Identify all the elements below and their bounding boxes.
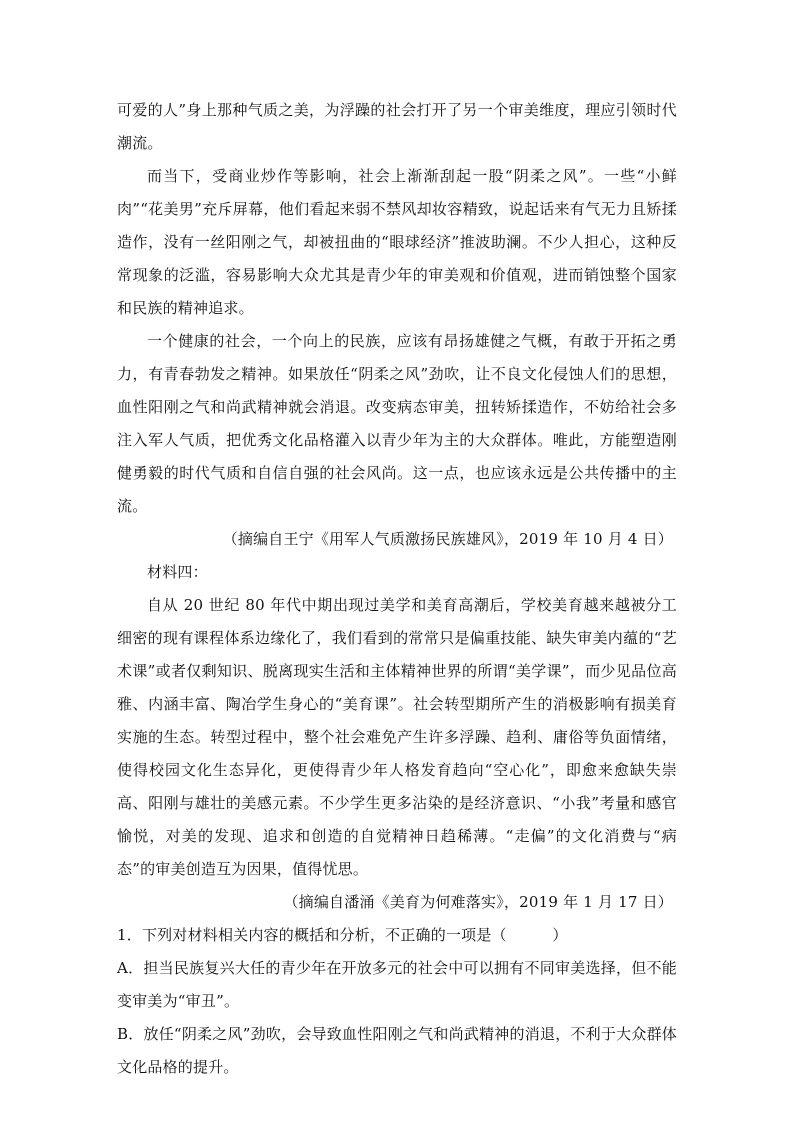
paragraph-healthy-society: 一个健康的社会，一个向上的民族，应该有昂扬雄健之气概，有敢于开拓之勇力，有青春勃发之精神。如果放任“阴柔之风”劲吹，让不良文化侵蚀人们的思想，血性阳刚之气和尚武精神就会消退。改变病态审美，扭转矫揉造作，不妨给社会多注入军人气质，把优秀文化品格灌入以青少年为主的大众群体。唯此，方能塑造刚健勇毅的时代气质和自信自强的社会风尚。这一点，也应该永远是公共传播中的主流。 — [117, 332, 677, 515]
source-citation-wang-ning: （摘编自王宁《用军人气质激扬民族雄风》，2019 年 10 月 4 日） — [222, 530, 673, 548]
document-body — [117, 94, 677, 1084]
question-stem: 1．下列对材料相关内容的概括和分析，不正确的一项是（ ） — [117, 926, 568, 944]
paragraph-continued: 可爱的人”身上那种气质之美，为浮躁的社会打开了另一个审美维度，理应引领时代潮流。 — [117, 101, 677, 152]
question-option-a: A．担当民族复兴大任的青少年在开放多元的社会中可以拥有不同审美选择，但不能变审美为“审丑”。 — [117, 959, 677, 1010]
material-four-label: 材料四： — [147, 563, 208, 581]
source-citation-pan-yong: （摘编自潘涌《美育为何难落实》，2019 年 1 月 17 日） — [283, 893, 673, 911]
paragraph-yinrou-wind: 而当下，受商业炒作等影响，社会上渐渐刮起一股“阴柔之风”。一些“小鲜肉”“花美男”充斥屏幕，他们看起来弱不禁风却妆容精致，说起话来有气无力且矫揉造作，没有一丝阳刚之气，却被扭曲的“眼球经济”推波助澜。不少人担心，这种反常现象的泛滥，容易影响大众尤其是青少年的审美观和价值观，进而销蚀整个国家和民族的精神追求。 — [117, 167, 677, 317]
question-option-b: B．放任“阴柔之风”劲吹，会导致血性阳刚之气和尚武精神的消退，不利于大众群体文化品格的提升。 — [117, 1025, 677, 1076]
paragraph-aesthetic-education: 自从 20 世纪 80 年代中期出现过美学和美育高潮后，学校美育越来越被分工细密的现有课程体系边缘化了，我们看到的常常只是偏重技能、缺失审美内蕴的“艺术课”或者仅剩知识、脱离现实生活和主体精神世界的所谓“美学课”，而少见品位高雅、内涵丰富、陶冶学生身心的“美育课”。社会转型期所产生的消极影响有损美育实施的生态。转型过程中，整个社会难免产生许多浮躁、趋利、庸俗等负面情绪，使得校园文化生态异化，更使得青少年人格发育趋向“空心化”，即愈来愈缺失崇高、阳刚与雄壮的美感元素。不少学生更多沾染的是经济意识、“小我”考量和感官愉悦，对美的发现、追求和创造的自觉精神日趋稀薄。“走偏”的文化消费与“病态”的审美创造互为因果，值得忧思。 — [117, 596, 677, 878]
